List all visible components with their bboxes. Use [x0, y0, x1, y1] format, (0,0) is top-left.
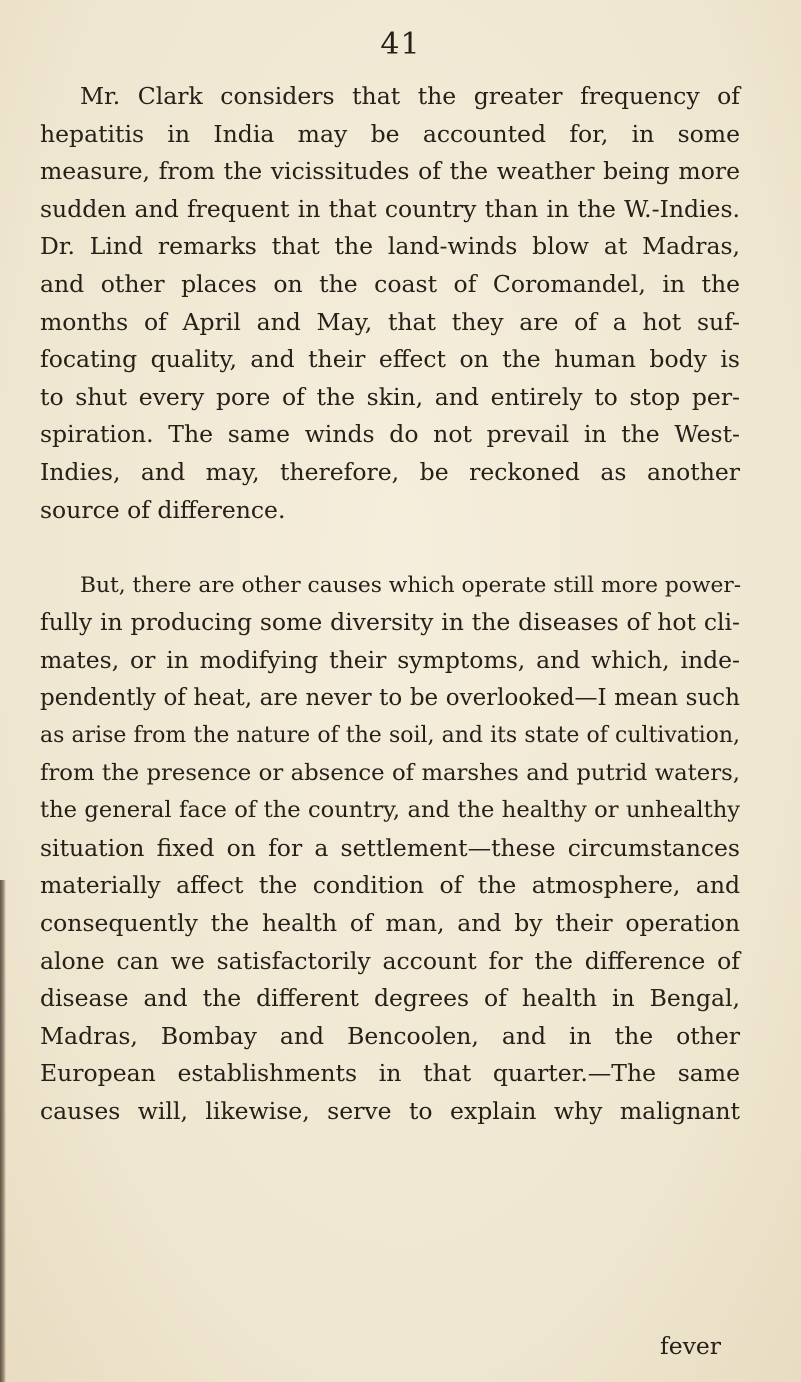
text-line: and other places on the coast of Coromandel, in the	[40, 269, 740, 298]
paragraph-1	[40, 78, 740, 529]
text-line: from the presence or absence of marshes and putrid waters,	[40, 759, 740, 786]
text-line: situation fixed on for a settlement—these circumstances	[40, 833, 740, 862]
text-line: Indies, and may, therefore, be reckoned as another	[40, 457, 740, 486]
text-line: Dr. Lind remarks that the land-winds blow at Madras,	[40, 232, 740, 261]
text-line: But, there are other causes which operate still more power-	[80, 572, 742, 598]
text-line: materially affect the condition of the atmosphere, and	[40, 871, 740, 900]
page-number: 41	[380, 27, 421, 62]
text-line: consequently the health of man, and by their operation	[40, 909, 740, 938]
binding-edge	[0, 880, 6, 1382]
text-line: alone can we satisfactorily account for the difference of	[40, 946, 740, 975]
text-line: Madras, Bombay and Bencoolen, and in the other	[40, 1021, 740, 1050]
text-line: spiration. The same winds do not prevail in the West-	[40, 420, 740, 449]
text-line: disease and the different degrees of health in Bengal,	[40, 984, 740, 1013]
paragraph-2	[40, 567, 740, 1131]
text-line: European establishments in that quarter.—The same	[40, 1059, 740, 1088]
text-line: mates, or in modifying their symptoms, and which, inde-	[40, 645, 740, 674]
text-line: months of April and May, that they are of a hot suf-	[40, 307, 740, 336]
text-line: hepatitis in India may be accounted for, in some	[40, 119, 740, 148]
text-line: causes will, likewise, serve to explain why malignant	[40, 1097, 740, 1126]
text-line: fully in producing some diversity in the diseases of hot cli-	[40, 608, 740, 637]
text-line: as arise from the nature of the soil, and its state of cultivation,	[40, 723, 740, 749]
text-line: the general face of the country, and the healthy or unhealthy	[40, 797, 740, 824]
text-line: sudden and frequent in that country than in the W.-Indies.	[40, 194, 740, 223]
text-line: pendently of heat, are never to be overlooked—I mean such	[40, 684, 740, 711]
text-line: to shut every pore of the skin, and entirely to stop per-	[40, 382, 740, 411]
text-line: measure, from the vicissitudes of the weather being more	[40, 157, 740, 186]
text-line: source of difference.	[40, 495, 286, 524]
text-line: Mr. Clark considers that the greater frequency of	[80, 82, 740, 110]
body-text	[40, 78, 740, 1131]
catchword: fever	[660, 1332, 722, 1360]
text-line: focating quality, and their effect on the human body is	[40, 345, 740, 374]
